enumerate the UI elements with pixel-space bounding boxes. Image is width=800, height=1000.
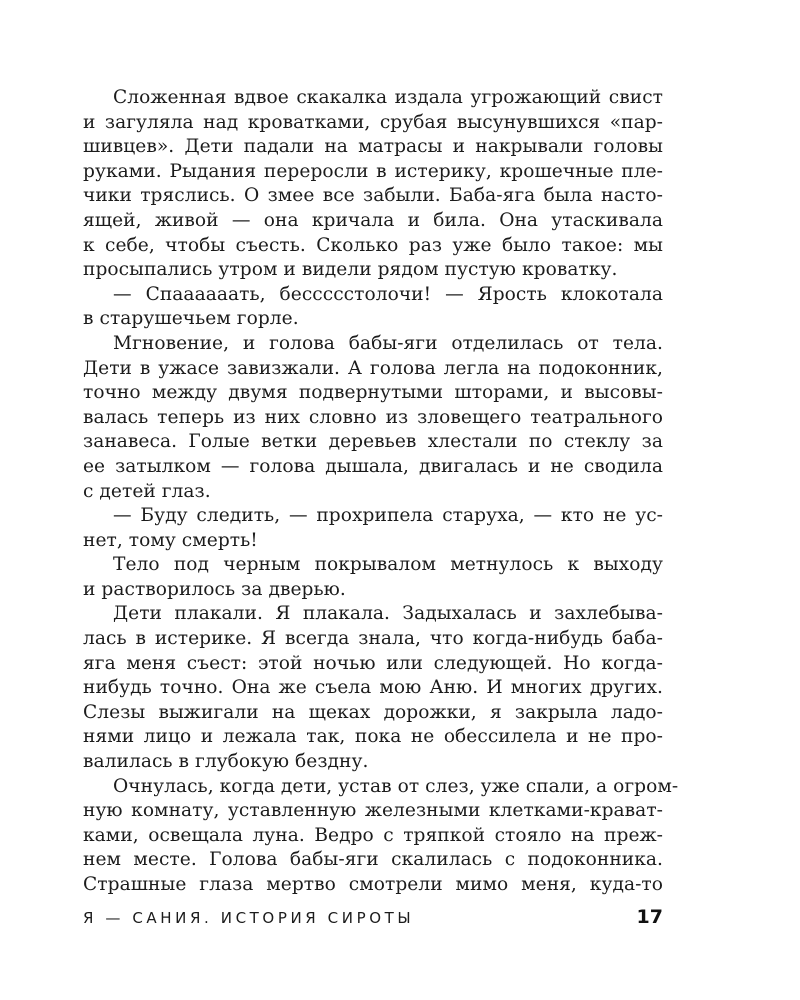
running-head: Я — САНИЯ. ИСТОРИЯ СИРОТЫ [83,909,415,927]
text-line: точно между двумя подвернутыми шторами, и высовы- [83,382,663,404]
text-line: Очнулась, когда дети, устав от слез, уже спали, а огром- [113,775,679,797]
text-line: валась теперь из них словно из зловещего театрального [83,406,663,428]
text-line: нибудь точно. Она же съела мою Аню. И многих других. [83,677,663,699]
page-number: 17 [636,906,663,928]
text-line: Слезы выжигали на щеках дорожки, я закрыла ладо- [83,701,663,723]
text-line: валилась в глубокую бездну. [83,751,369,773]
text-line: Дети в ужасе завизжали. А голова легла на подоконник, [83,357,663,379]
text-line: Сложенная вдвое скакалка издала угрожающий свист [113,87,663,108]
text-line: к себе, чтобы съесть. Сколько раз уже было такое: мы [83,234,663,256]
text-line: просыпались утром и видели рядом пустую кроватку. [83,259,618,281]
text-line: занавеса. Голые ветки деревьев хлестали по стеклу за [83,431,663,453]
text-line: яга меня съест: этой ночью или следующей. Но когда- [83,652,663,674]
text-line: нем месте. Голова бабы-яги скалилась с подоконника. [83,849,663,871]
text-line: Страшные глаза мертво смотрели мимо меня, куда-то [83,874,663,895]
text-line: — Буду следить, — прохрипела старуха, — кто не ус- [113,505,663,527]
text-line: ящей, живой — она кричала и била. Она утаскивала [83,209,663,231]
text-line: Дети плакали. Я плакала. Задыхалась и захлебыва- [113,603,663,625]
text-line: и загуляла над кроватками, срубая высунувшихся «пар- [83,111,663,133]
text-line: Мгновение, и голова бабы-яги отделилась от тела. [113,332,663,354]
text-line: чики тряслись. О змее все забыли. Баба-яга была насто- [83,185,663,207]
text-line: лась в истерике. Я всегда знала, что когда-нибудь баба- [83,628,663,650]
text-line: в старушечьем горле. [83,308,299,330]
text-line: ную комнату, уставленную железными клетками-крават- [83,800,663,822]
text-line: с детей глаз. [83,480,211,502]
text-line: и растворилось за дверью. [83,578,346,600]
text-line: руками. Рыдания переросли в истерику, крошечные пле- [83,160,663,182]
text-line: шивцев». Дети падали на матрасы и накрывали головы [83,136,663,158]
text-line: ее затылком — голова дышала, двигалась и не сводила [83,455,663,477]
text-line: ками, освещала луна. Ведро с тряпкой стояло на преж- [83,824,663,846]
text-line: — Спаааааать, бессссстолочи! — Ярость клокотала [113,283,663,305]
body-text [83,86,679,898]
text-line: Тело под черным покрывалом метнулось к выходу [113,554,663,576]
text-line: нями лицо и лежала так, пока не обессилела и не про- [83,726,663,748]
text-line: нет, тому смерть! [83,529,258,551]
page-footer [83,906,663,936]
